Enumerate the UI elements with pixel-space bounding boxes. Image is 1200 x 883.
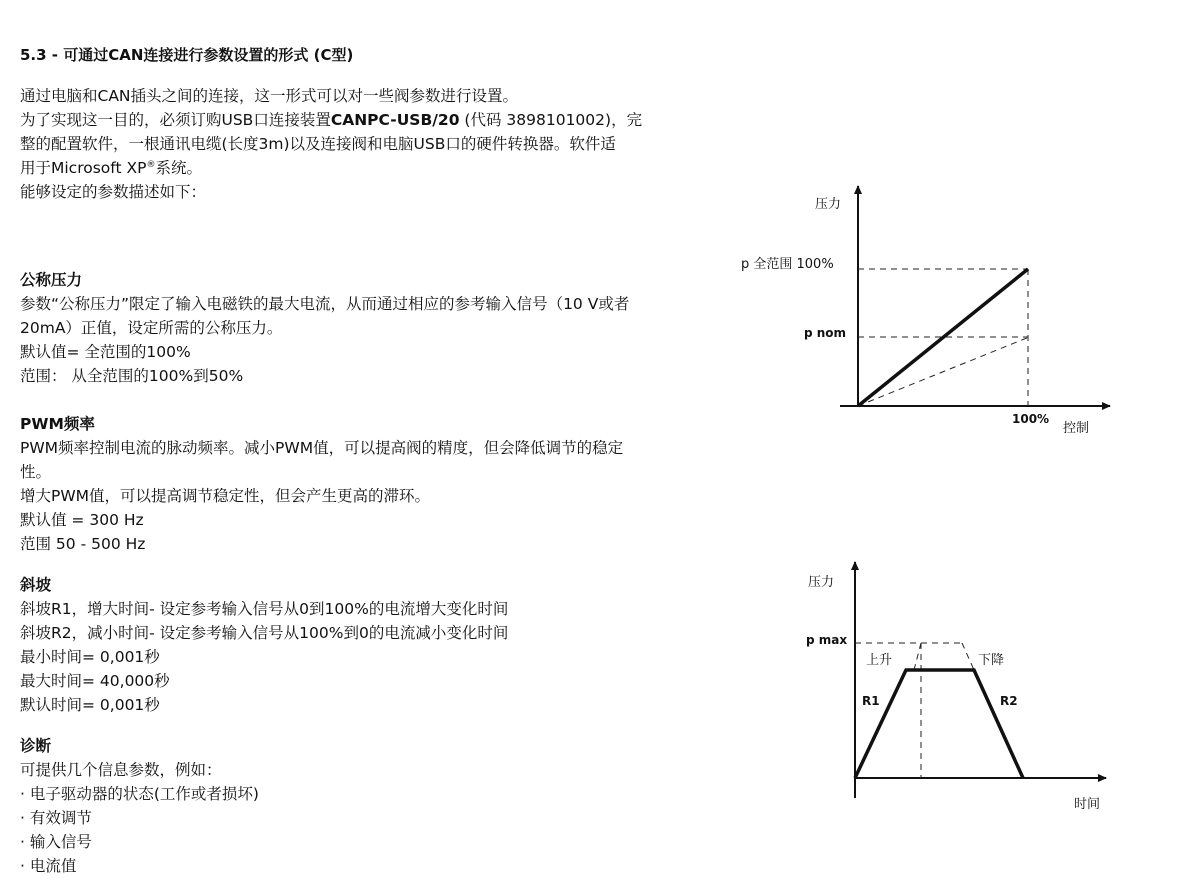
- pmax-label: p max: [806, 633, 848, 647]
- r1-label: R1: [862, 694, 880, 708]
- step-up-top-guide: [914, 643, 921, 670]
- y-axis-label: 压力: [815, 197, 842, 212]
- paragraph-line: 范围 50 - 500 Hz: [20, 535, 146, 553]
- section-title: 5.3 - 可通过CAN连接进行参数设置的形式 (C型): [20, 46, 354, 64]
- paragraph-line: 默认值= 全范围的100%: [20, 343, 191, 361]
- diagnostics-heading: 诊断: [20, 737, 52, 755]
- intro-line: 用于Microsoft XP®系统。: [20, 159, 202, 177]
- paragraph-line: 斜坡R2，减小时间- 设定参考输入信号从100%到0的电流减小变化时间: [20, 624, 509, 642]
- ramp-curve: [855, 670, 1023, 778]
- paragraph-line: 性。: [20, 463, 52, 481]
- step-down-guide: [962, 643, 974, 670]
- paragraph-line: 斜坡R1，增大时间- 设定参考输入信号从0到100%的电流增大变化时间: [20, 600, 509, 618]
- paragraph-line: 参数“公称压力”限定了输入电磁铁的最大电流，从而通过相应的参考输入信号（10 V或者: [20, 295, 630, 313]
- x-100-label: 100%: [1012, 412, 1050, 426]
- pwm-heading: PWM频率: [20, 415, 95, 433]
- intro-line: 整的配置软件，一根通讯电缆(长度3m)以及连接阀和电脑USB口的硬件转换器。软件适: [20, 135, 616, 153]
- intro-line: 为了实现这一目的，必须订购USB口连接装置CANPC-USB/20 (代码 3898101002)，完: [20, 111, 643, 129]
- r2-label: R2: [1000, 694, 1018, 708]
- list-item: · 电流值: [20, 857, 77, 875]
- paragraph-line: 最大时间= 40,000秒: [20, 672, 170, 690]
- full-range-label: p 全范围 100%: [741, 257, 834, 272]
- paragraph-line: 增大PWM值，可以提高调节稳定性，但会产生更高的滞环。: [20, 487, 431, 505]
- fall-label: 下降: [978, 653, 1005, 668]
- ramp-heading: 斜坡: [20, 576, 52, 594]
- paragraph-line: 默认值 = 300 Hz: [20, 511, 144, 529]
- list-item: · 有效调节: [20, 809, 92, 827]
- intro-line: 能够设定的参数描述如下：: [20, 183, 207, 201]
- intro-line: 通过电脑和CAN插头之间的连接，这一形式可以对一些阀参数进行设置。: [20, 87, 519, 105]
- list-item: · 电子驱动器的状态(工作或者损坏): [20, 785, 259, 803]
- product-code: CANPC-USB/20: [330, 111, 460, 129]
- y-axis-label: 压力: [808, 575, 835, 590]
- x-axis-label: 时间: [1074, 797, 1101, 812]
- nominal-label: p nom: [804, 326, 847, 340]
- paragraph-line: 20mA）正值，设定所需的公称压力。: [20, 319, 283, 337]
- paragraph-line: PWM频率控制电流的脉动频率。减小PWM值，可以提高阀的精度，但会降低调节的稳定: [20, 439, 624, 457]
- rise-label: 上升: [866, 653, 893, 668]
- paragraph-line: 最小时间= 0,001秒: [20, 648, 160, 666]
- registered-mark: ®: [146, 159, 156, 170]
- nominal-pressure-heading: 公称压力: [20, 271, 83, 289]
- paragraph-line: 默认时间= 0,001秒: [20, 696, 160, 714]
- x-axis-label: 控制: [1063, 421, 1090, 436]
- paragraph-line: 范围： 从全范围的100%到50%: [20, 367, 244, 385]
- list-item: · 输入信号: [20, 833, 92, 851]
- paragraph-line: 可提供几个信息参数，例如：: [20, 761, 222, 779]
